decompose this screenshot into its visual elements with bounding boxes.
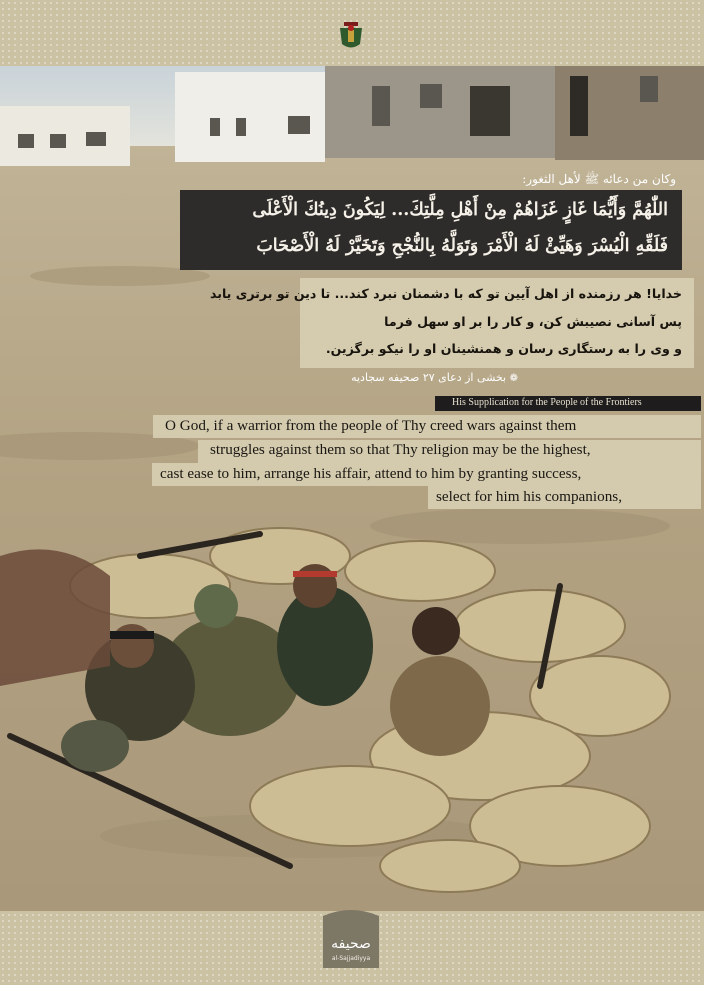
emblem-icon bbox=[334, 18, 368, 52]
english-line-4: select for him his companions, bbox=[436, 488, 623, 505]
arabic-text-box bbox=[180, 190, 682, 270]
english-title: His Supplication for the People of the Frontiers bbox=[452, 397, 642, 408]
sahifa-logo-icon bbox=[317, 908, 385, 970]
persian-line-1: خدایا! هر رزمنده از اهل آیین تو که با دشمنان نبرد کند... تا دین تو برتری یابد bbox=[209, 286, 682, 301]
logo-text: صحیفه bbox=[331, 936, 371, 952]
arabic-heading: وكان من دعائه ﷺ لأهل الثغور: bbox=[522, 172, 676, 186]
arabic-line-1: اللّٰهُمَّ وَأَيُّمَا غَازٍ غَزَاهُمْ مِنْ أَهْلِ مِلَّتِكَ... لِيَكُونَ دِينُكَ الْأَعْلَى bbox=[252, 200, 668, 220]
persian-source-text: بخشی از دعای ۲۷ صحیفه سجادیه bbox=[351, 371, 507, 384]
flower-icon: ❁ bbox=[509, 373, 518, 384]
english-line-1: O God, if a warrior from the people of Thy creed wars against them bbox=[165, 417, 577, 434]
persian-line-3: و وی را به رستگاری رسان و همنشینان او را نیکو برگزین. bbox=[325, 341, 682, 356]
persian-source bbox=[351, 371, 518, 384]
logo-latin: al-Sajjadiyya bbox=[331, 955, 371, 962]
persian-line-2: پس آسانی نصیبش کن، و کار را بر او سهل فرما bbox=[384, 314, 682, 329]
persian-text-box bbox=[209, 278, 694, 368]
english-line-3: cast ease to him, arrange his affair, attend to him by granting success, bbox=[160, 465, 582, 482]
arabic-line-2: فَلَقِّهِ الْيُسْرَ وَهَيِّئْ لَهُ الْأَمْرَ وَتَوَلَّهُ بِالنُّجْحِ وَتَخَيَّرْ لَهُ الْأَصْحَابَ bbox=[256, 236, 668, 256]
english-line-2: struggles against them so that Thy religion may be the highest, bbox=[210, 441, 591, 458]
